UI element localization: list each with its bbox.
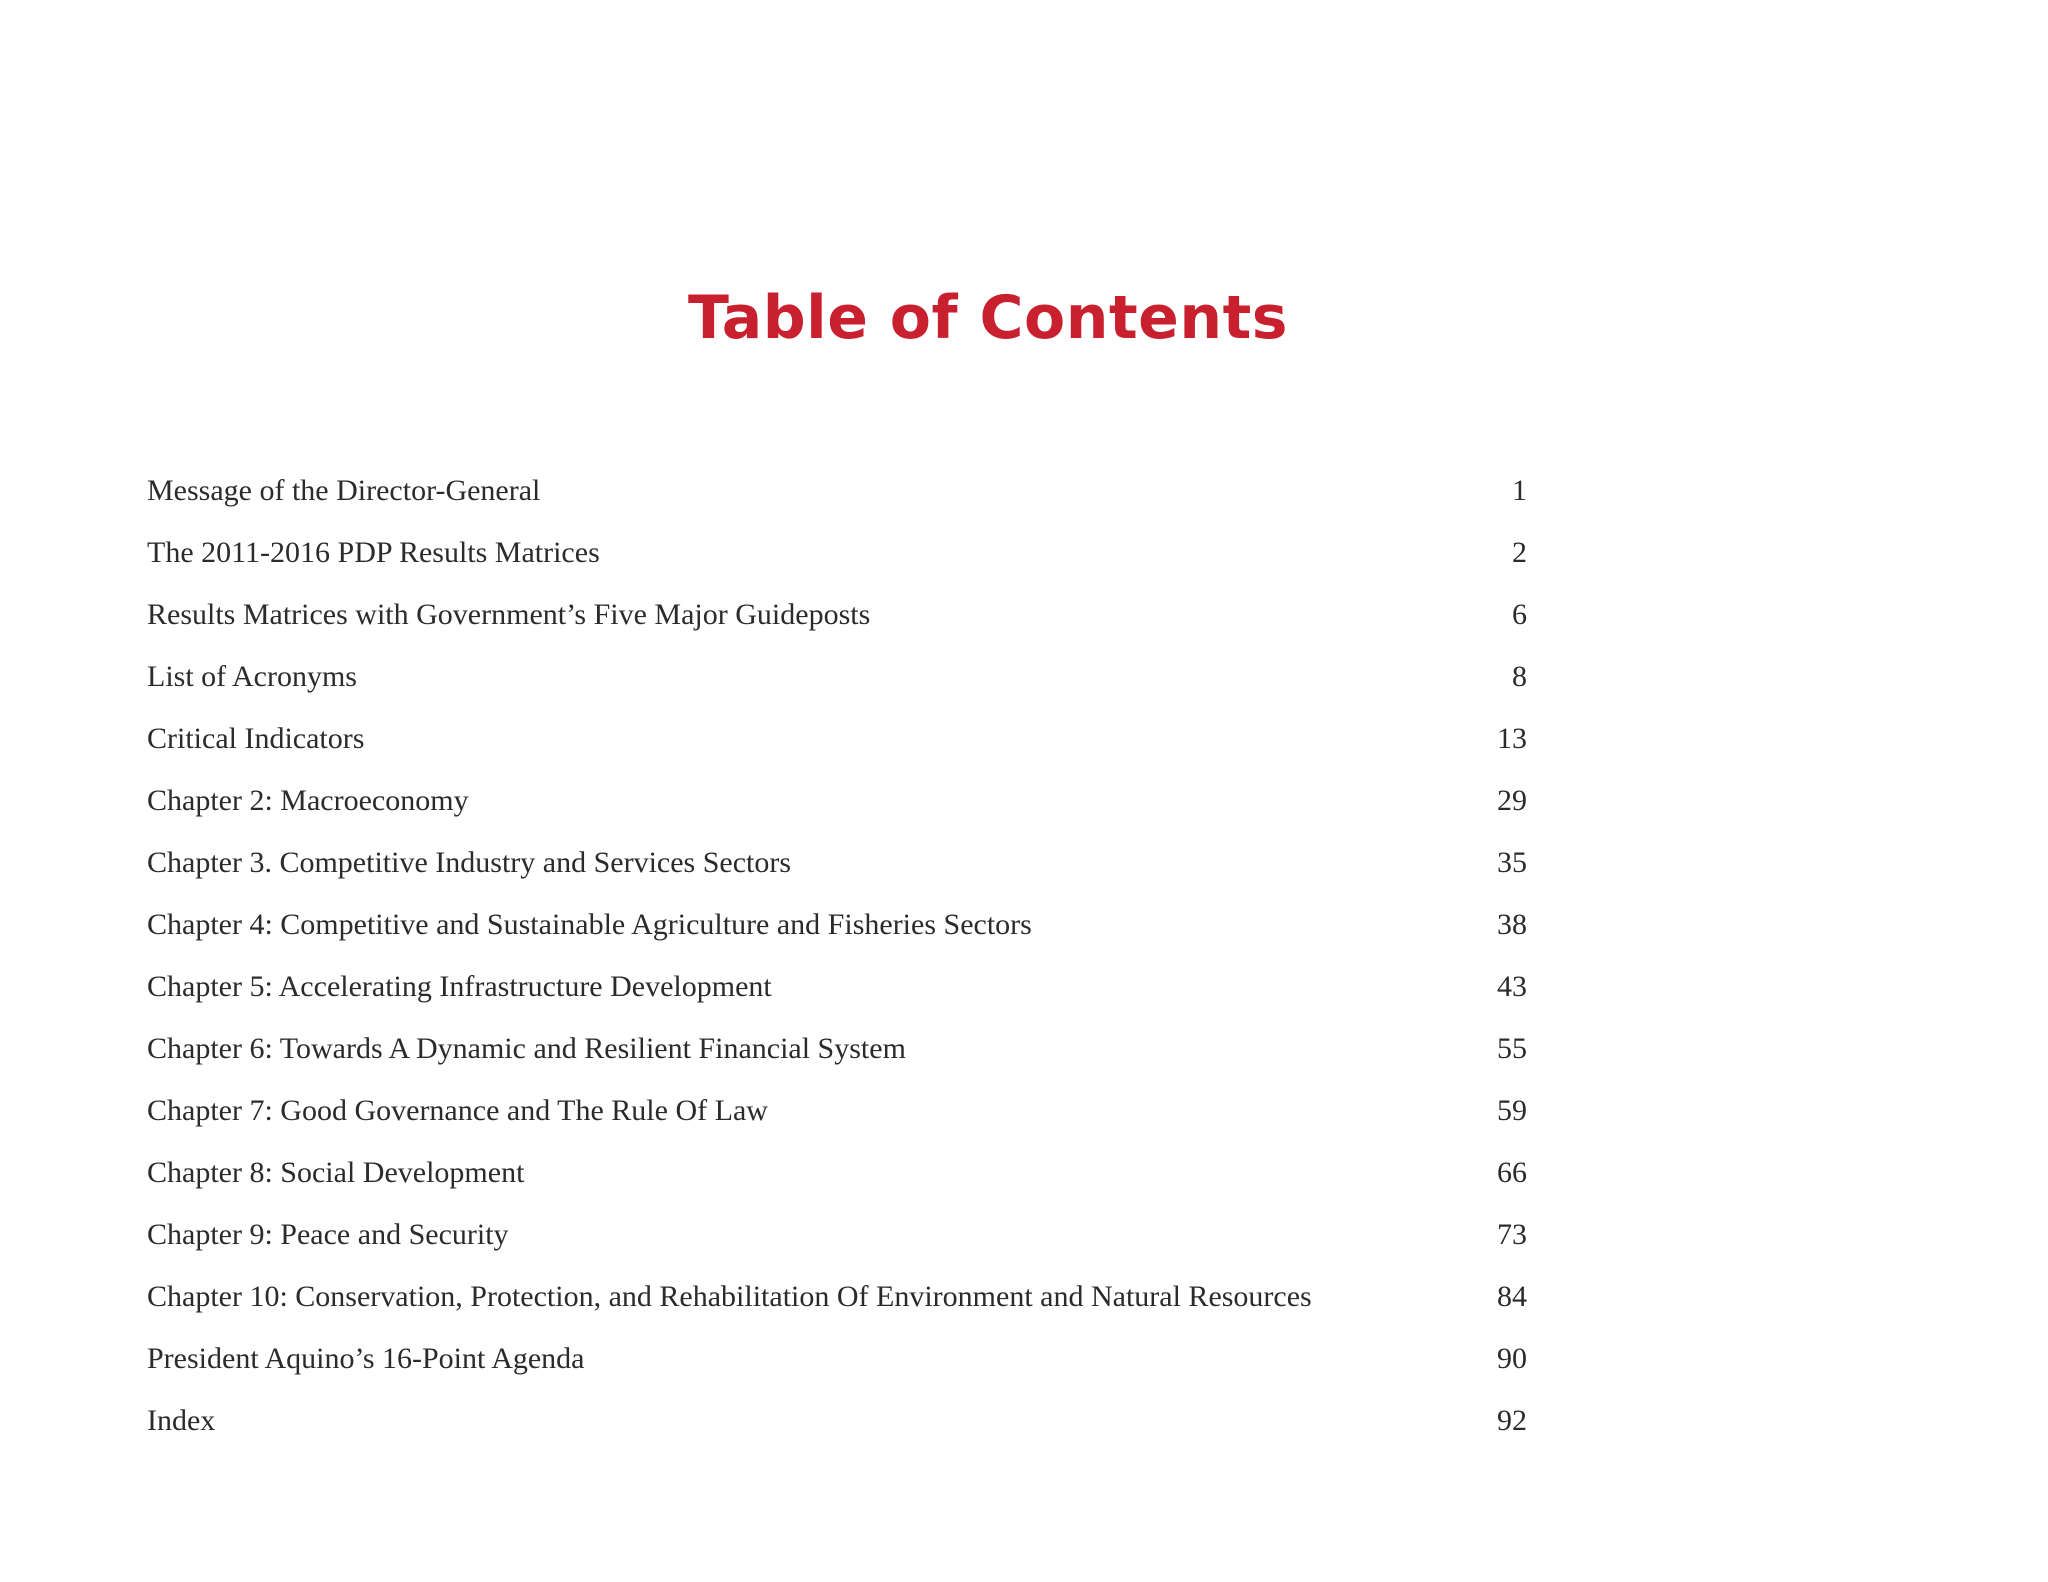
toc-entry-label: Chapter 8: Social Development: [147, 1156, 525, 1189]
toc-entry[interactable]: [147, 460, 1527, 522]
toc-entry-page: 2: [1512, 536, 1527, 569]
toc-entry[interactable]: [147, 1328, 1527, 1390]
toc-entry-label: Chapter 10: Conservation, Protection, and Rehabilitation Of Environment and Natural Resources: [147, 1280, 1312, 1313]
toc-entry-page: 29: [1497, 784, 1527, 817]
toc-entry-page: 73: [1497, 1218, 1527, 1251]
toc-entry-label: Critical Indicators: [147, 722, 365, 755]
toc-entry-page: 6: [1512, 598, 1527, 631]
toc-entry-page: 90: [1497, 1342, 1527, 1375]
toc-entry[interactable]: [147, 1080, 1527, 1142]
toc-entry-page: 66: [1497, 1156, 1527, 1189]
toc-entry-page: 38: [1497, 908, 1527, 941]
toc-entry-page: 13: [1497, 722, 1527, 755]
toc-entry-label: Chapter 3. Competitive Industry and Services Sectors: [147, 846, 792, 879]
toc-entry-page: 35: [1497, 846, 1527, 879]
toc-entry-label: Results Matrices with Government’s Five Major Guideposts: [147, 598, 871, 631]
toc-entry-label: Chapter 7: Good Governance and The Rule Of Law: [147, 1094, 768, 1127]
toc-entry-label: List of Acronyms: [147, 660, 357, 693]
toc-entry-label: Message of the Director-General: [147, 474, 541, 507]
toc-entry[interactable]: [147, 832, 1527, 894]
toc-entry[interactable]: [147, 708, 1527, 770]
toc-entry-page: 84: [1497, 1280, 1527, 1313]
toc-entry-label: Chapter 2: Macroeconomy: [147, 784, 469, 817]
toc-entry-label: Chapter 4: Competitive and Sustainable Agriculture and Fisheries Sectors: [147, 908, 1032, 941]
toc-entry[interactable]: [147, 1204, 1527, 1266]
toc-entry-label: Chapter 5: Accelerating Infrastructure Development: [147, 970, 772, 1003]
toc-entry[interactable]: [147, 522, 1527, 584]
toc-entry-page: 59: [1497, 1094, 1527, 1127]
toc-entry[interactable]: [147, 1266, 1527, 1328]
toc-entry[interactable]: [147, 646, 1527, 708]
toc-entry-label: The 2011-2016 PDP Results Matrices: [147, 536, 600, 569]
toc-entry[interactable]: [147, 1142, 1527, 1204]
toc-entry-page: 8: [1512, 660, 1527, 693]
toc-entry-page: 92: [1497, 1404, 1527, 1437]
toc-entry[interactable]: [147, 1018, 1527, 1080]
toc-entry[interactable]: [147, 1390, 1527, 1452]
toc-entry-page: 1: [1512, 474, 1527, 507]
toc-entry[interactable]: [147, 956, 1527, 1018]
toc-entry[interactable]: [147, 584, 1527, 646]
toc-entry-page: 43: [1497, 970, 1527, 1003]
toc-entry[interactable]: [147, 894, 1527, 956]
toc-entry-label: Chapter 9: Peace and Security: [147, 1218, 509, 1251]
toc-entry-label: Index: [147, 1404, 216, 1437]
toc-entry-label: President Aquino’s 16-Point Agenda: [147, 1342, 585, 1375]
toc-list: [147, 460, 1527, 1452]
page-title: Table of Contents: [688, 283, 1288, 353]
toc-entry-page: 55: [1497, 1032, 1527, 1065]
toc-entry[interactable]: [147, 770, 1527, 832]
toc-entry-label: Chapter 6: Towards A Dynamic and Resilient Financial System: [147, 1032, 906, 1065]
